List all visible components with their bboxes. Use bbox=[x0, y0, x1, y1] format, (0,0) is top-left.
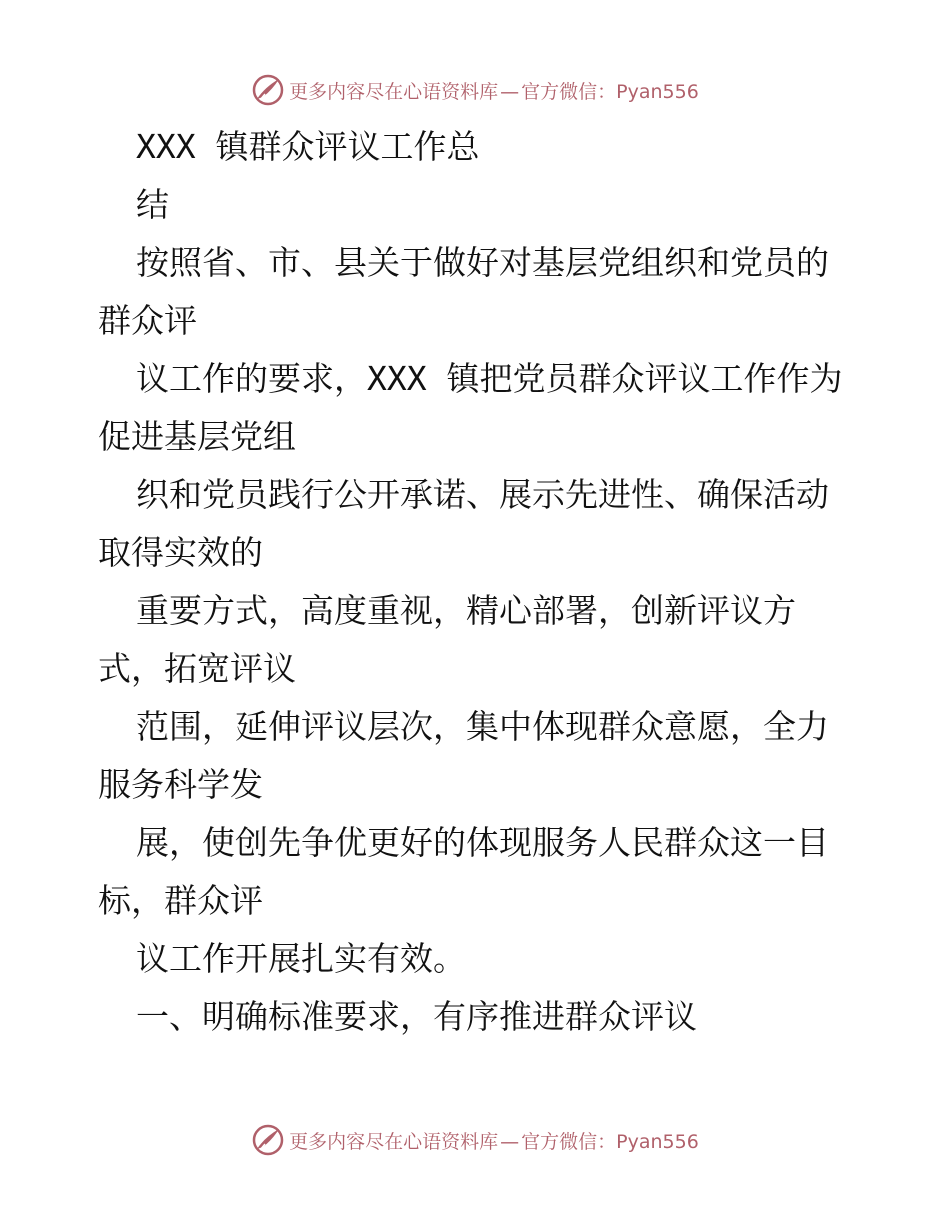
text-line: 式，拓宽评议 bbox=[98, 649, 296, 688]
text-line: XXX 镇群众评议工作总 bbox=[136, 127, 480, 166]
text-line: 议工作的要求，XXX 镇把党员群众评议工作作为 bbox=[136, 359, 843, 398]
quill-logo-icon bbox=[251, 1123, 285, 1157]
text-line: 取得实效的 bbox=[98, 533, 263, 572]
text-line: 织和党员践行公开承诺、展示先进性、确保活动 bbox=[136, 475, 829, 514]
footer-watermark bbox=[0, 1120, 950, 1160]
text-line: 促进基层党组 bbox=[98, 417, 296, 456]
watermark-text: 更多内容尽在心语资料库 — 官方微信：Pyan556 bbox=[289, 1130, 699, 1153]
text-line: 展，使创先争优更好的体现服务人民群众这一目 bbox=[136, 823, 829, 862]
text-line: 重要方式，高度重视，精心部署，创新评议方 bbox=[136, 591, 796, 630]
quill-logo-icon bbox=[251, 73, 285, 107]
text-line: 结 bbox=[136, 185, 169, 224]
text-line: 按照省、市、县关于做好对基层党组织和党员的 bbox=[136, 243, 829, 282]
document-body bbox=[98, 118, 858, 1046]
text-line: 群众评 bbox=[98, 301, 197, 340]
text-line: 议工作开展扎实有效。 bbox=[136, 939, 466, 978]
header-watermark bbox=[0, 70, 950, 110]
text-line: 一、明确标准要求，有序推进群众评议 bbox=[136, 997, 697, 1036]
watermark-text: 更多内容尽在心语资料库 — 官方微信：Pyan556 bbox=[289, 80, 699, 103]
text-line: 服务科学发 bbox=[98, 765, 263, 804]
text-line: 范围，延伸评议层次，集中体现群众意愿，全力 bbox=[136, 707, 829, 746]
text-line: 标，群众评 bbox=[98, 881, 263, 920]
